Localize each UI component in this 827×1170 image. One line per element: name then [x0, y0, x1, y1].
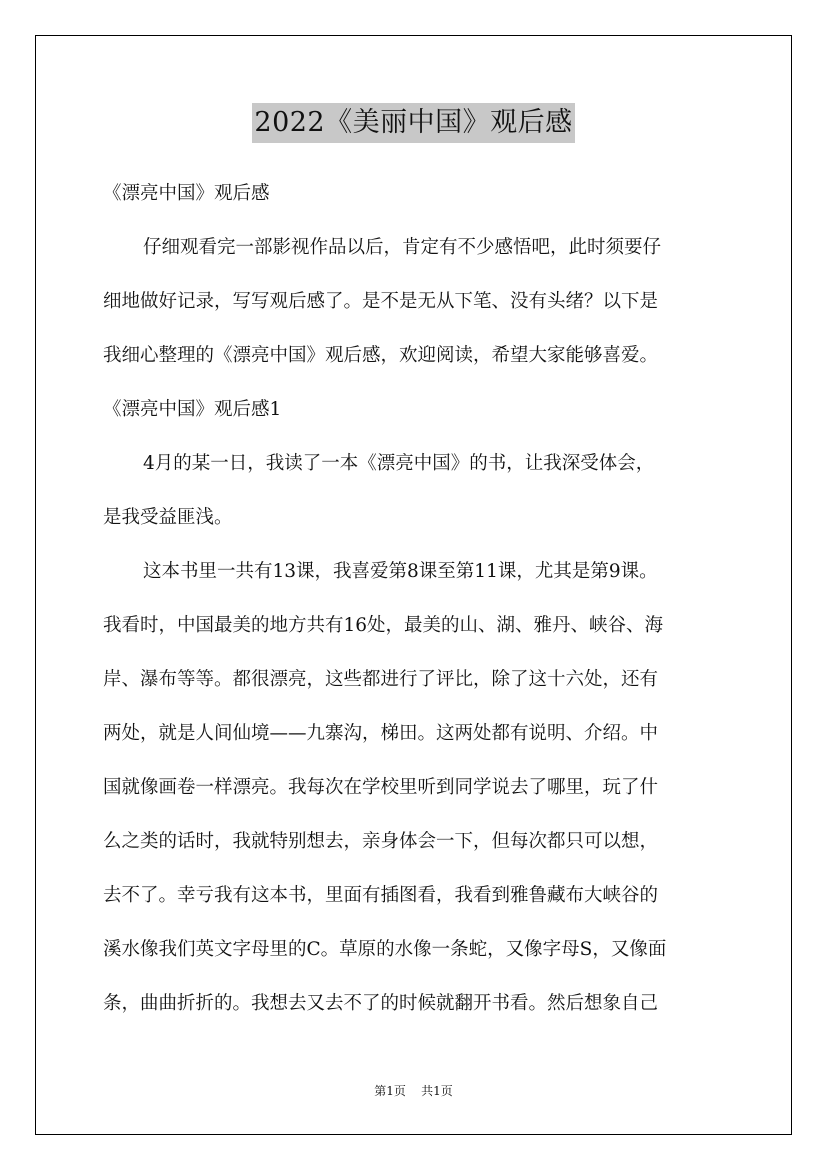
paragraph-line: 么之类的话时，我就特别想去，亲身体会一下，但每次都只可以想，	[103, 831, 659, 852]
paragraph-line: 岸、瀑布等等。都很漂亮，这些都进行了评比，除了这十六处，还有	[103, 669, 659, 690]
paragraph-line: 国就像画卷一样漂亮。我每次在学校里听到同学说去了哪里，玩了什	[103, 777, 659, 798]
paragraph-line: 仔细观看完一部影视作品以后，肯定有不少感悟吧，此时须要仔	[143, 237, 662, 258]
paragraph-line: 我细心整理的《漂亮中国》观后感，欢迎阅读，希望大家能够喜爱。	[103, 345, 659, 366]
paragraph-line: 细地做好记录，写写观后感了。是不是无从下笔、没有头绪？以下是	[103, 291, 659, 312]
paragraph-line: 是我受益匪浅。	[103, 507, 233, 528]
page-number: 第1页	[374, 1084, 406, 1098]
document-title: 2022《美丽中国》观后感	[252, 103, 574, 143]
paragraph-line: 我看时，中国最美的地方共有16处，最美的山、湖、雅丹、峡谷、海	[103, 615, 664, 636]
paragraph-line: 两处，就是人间仙境——九寨沟，梯田。这两处都有说明、介绍。中	[103, 723, 659, 744]
section-heading: 《漂亮中国》观后感1	[103, 399, 282, 420]
page-total: 共1页	[421, 1084, 453, 1098]
subtitle: 《漂亮中国》观后感	[103, 183, 270, 204]
paragraph-line: 去不了。幸亏我有这本书，里面有插图看，我看到雅鲁藏布大峡谷的	[103, 885, 659, 906]
paragraph-line: 这本书里一共有13课，我喜爱第8课至第11课，尤其是第9课。	[143, 561, 658, 582]
title-container	[0, 103, 827, 143]
page-footer	[0, 1083, 827, 1099]
paragraph-line: 条，曲曲折折的。我想去又去不了的时候就翻开书看。然后想象自己	[103, 993, 659, 1014]
paragraph-line: 溪水像我们英文字母里的C。草原的水像一条蛇，又像字母S，又像面	[103, 939, 667, 960]
paragraph-line: 4月的某一日，我读了一本《漂亮中国》的书，让我深受体会，	[143, 453, 655, 474]
